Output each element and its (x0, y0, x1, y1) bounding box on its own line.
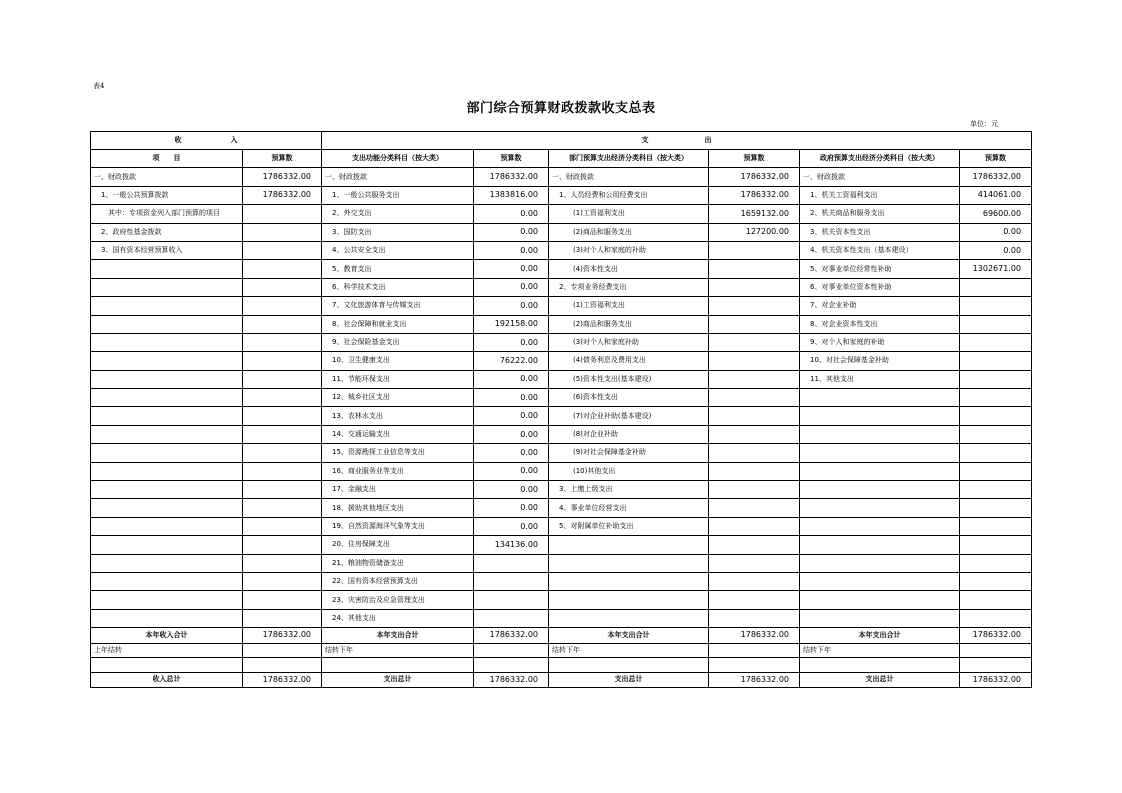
budget-value-cell (709, 643, 800, 658)
item-cell: 23、灾害防治及应急管理支出 (322, 591, 474, 609)
budget-value-cell: 414061.00 (960, 186, 1032, 204)
budget-value-cell (243, 352, 322, 370)
item-cell: 14、交通运输支出 (322, 425, 474, 443)
budget-value-cell: 1786332.00 (243, 672, 322, 688)
budget-value-cell (243, 609, 322, 627)
budget-value-cell: 1659132.00 (709, 205, 800, 223)
item-cell: 10、卫生健康支出 (322, 352, 474, 370)
item-cell (800, 499, 960, 517)
budget-value-cell (709, 241, 800, 259)
income-group-header: 收 入 (91, 132, 322, 150)
item-cell: (9)对社会保障基金补助 (549, 444, 709, 462)
item-cell: 支出总计 (322, 672, 474, 688)
budget-value-cell: 1786332.00 (709, 672, 800, 688)
item-cell: (2)商品和服务支出 (549, 223, 709, 241)
item-cell: 上年结转 (91, 643, 243, 658)
budget-value-cell: 0.00 (474, 425, 549, 443)
item-cell (800, 407, 960, 425)
item-cell (91, 554, 243, 572)
item-cell: 17、金融支出 (322, 481, 474, 499)
grand-total-row (91, 672, 1032, 688)
budget-value-cell (243, 205, 322, 223)
table-number: 表4 (93, 82, 105, 90)
budget-value-cell: 0.00 (474, 462, 549, 480)
item-cell: 11、节能环保支出 (322, 370, 474, 388)
item-cell: 2、外交支出 (322, 205, 474, 223)
budget-value-cell (243, 389, 322, 407)
item-cell: 9、对个人和家庭的补助 (800, 333, 960, 351)
table-row (91, 462, 1032, 480)
budget-value-cell: 76222.00 (474, 352, 549, 370)
budget-value-cell (960, 297, 1032, 315)
column-header: 支出功能分类科目（按大类） (322, 150, 474, 168)
budget-value-cell: 1786332.00 (960, 168, 1032, 186)
item-cell: 1、一般公共服务支出 (322, 186, 474, 204)
budget-value-cell: 1786332.00 (709, 628, 800, 644)
item-cell: 4、机关资本性支出（基本建设） (800, 241, 960, 259)
column-header: 政府预算支出经济分类科目（按大类） (800, 150, 960, 168)
budget-value-cell: 1302671.00 (960, 260, 1032, 278)
item-cell: 13、农林水支出 (322, 407, 474, 425)
item-cell: 5、教育支出 (322, 260, 474, 278)
budget-value-cell (243, 499, 322, 517)
table-row (91, 352, 1032, 370)
item-cell: (1)工资福利支出 (549, 205, 709, 223)
item-cell: 4、公共安全支出 (322, 241, 474, 259)
item-cell: 4、事业单位经营支出 (549, 499, 709, 517)
budget-value-cell (960, 278, 1032, 296)
budget-value-cell: 0.00 (960, 241, 1032, 259)
table-row (91, 609, 1032, 627)
item-cell: 2、机关商品和服务支出 (800, 205, 960, 223)
budget-value-cell (243, 572, 322, 590)
table-row (91, 389, 1032, 407)
table-row (91, 444, 1032, 462)
column-header-row (91, 150, 1032, 168)
item-cell: (3)对个人和家庭的补助 (549, 241, 709, 259)
item-cell: 结转下年 (800, 643, 960, 658)
item-cell: (4)债务利息及费用支出 (549, 352, 709, 370)
budget-value-cell (243, 517, 322, 535)
table-row (91, 278, 1032, 296)
item-cell: 10、对社会保障基金补助 (800, 352, 960, 370)
item-cell (549, 609, 709, 627)
item-cell: 3、国有资本经营预算收入 (91, 241, 243, 259)
budget-value-cell (474, 643, 549, 658)
item-cell: 12、城乡社区支出 (322, 389, 474, 407)
unit-label: 单位：元 (970, 120, 998, 128)
item-cell (91, 462, 243, 480)
budget-value-cell: 0.00 (474, 241, 549, 259)
budget-value-cell (243, 658, 322, 673)
item-cell: 一、财政拨款 (800, 168, 960, 186)
budget-value-cell: 0.00 (474, 517, 549, 535)
group-header-row (91, 132, 1032, 150)
item-cell (91, 444, 243, 462)
item-cell (549, 554, 709, 572)
item-cell (549, 591, 709, 609)
budget-value-cell (243, 425, 322, 443)
budget-value-cell (709, 333, 800, 351)
item-cell (800, 591, 960, 609)
item-cell (800, 517, 960, 535)
table-row (91, 186, 1032, 204)
budget-value-cell: 0.00 (474, 499, 549, 517)
item-cell (91, 517, 243, 535)
budget-value-cell: 0.00 (474, 297, 549, 315)
budget-value-cell (709, 499, 800, 517)
item-cell: 20、住房保障支出 (322, 536, 474, 554)
column-header: 项 目 (91, 150, 243, 168)
item-cell: 5、对附属单位补助支出 (549, 517, 709, 535)
budget-value-cell: 134136.00 (474, 536, 549, 554)
item-cell: 收入总计 (91, 672, 243, 688)
budget-value-cell: 1786332.00 (243, 628, 322, 644)
item-cell: (8)对企业补助 (549, 425, 709, 443)
item-cell: (3)对个人和家庭补助 (549, 333, 709, 351)
item-cell: 本年支出合计 (800, 628, 960, 644)
budget-value-cell (960, 517, 1032, 535)
item-cell: 7、对企业补助 (800, 297, 960, 315)
column-header: 预算数 (709, 150, 800, 168)
item-cell: (4)资本性支出 (549, 260, 709, 278)
item-cell: 本年收入合计 (91, 628, 243, 644)
page-title: 部门综合预算财政拨款收支总表 (466, 101, 656, 116)
table-row (91, 205, 1032, 223)
item-cell (800, 536, 960, 554)
budget-value-cell (709, 517, 800, 535)
budget-value-cell: 0.00 (474, 278, 549, 296)
table-row (91, 572, 1032, 590)
item-cell (549, 658, 709, 673)
table-row (91, 297, 1032, 315)
item-cell (91, 278, 243, 296)
budget-value-cell (243, 333, 322, 351)
budget-value-cell: 0.00 (960, 223, 1032, 241)
item-cell: 结转下年 (549, 643, 709, 658)
year-total-row (91, 628, 1032, 644)
table-row (91, 315, 1032, 333)
item-cell: (1)工资福利支出 (549, 297, 709, 315)
item-cell: (7)对企业补助(基本建设) (549, 407, 709, 425)
budget-value-cell (474, 572, 549, 590)
item-cell: 22、国有资本经营预算支出 (322, 572, 474, 590)
budget-value-cell (243, 591, 322, 609)
item-cell (91, 407, 243, 425)
budget-value-cell (709, 444, 800, 462)
item-cell: 3、机关资本性支出 (800, 223, 960, 241)
item-cell: 7、文化旅游体育与传媒支出 (322, 297, 474, 315)
budget-value-cell (709, 572, 800, 590)
item-cell (800, 658, 960, 673)
budget-value-cell (709, 370, 800, 388)
item-cell: (6)资本性支出 (549, 389, 709, 407)
budget-value-cell (474, 658, 549, 673)
budget-value-cell (709, 536, 800, 554)
item-cell (91, 658, 243, 673)
item-cell (800, 609, 960, 627)
budget-value-cell: 0.00 (474, 370, 549, 388)
budget-value-cell (960, 481, 1032, 499)
budget-value-cell: 1786332.00 (474, 628, 549, 644)
budget-value-cell: 127200.00 (709, 223, 800, 241)
budget-value-cell (709, 609, 800, 627)
item-cell: 一、财政拨款 (91, 168, 243, 186)
budget-value-cell: 1786332.00 (474, 168, 549, 186)
budget-value-cell (960, 554, 1032, 572)
budget-value-cell (960, 499, 1032, 517)
budget-value-cell (709, 462, 800, 480)
table-row (91, 499, 1032, 517)
budget-value-cell (960, 370, 1032, 388)
column-header: 部门预算支出经济分类科目（按大类） (549, 150, 709, 168)
item-cell: 8、社会保障和就业支出 (322, 315, 474, 333)
budget-value-cell (960, 352, 1032, 370)
table-row (91, 260, 1032, 278)
item-cell: 8、对企业资本性支出 (800, 315, 960, 333)
budget-value-cell (709, 260, 800, 278)
item-cell (91, 297, 243, 315)
budget-value-cell (709, 658, 800, 673)
item-cell: 6、科学技术支出 (322, 278, 474, 296)
item-cell: (10)其他支出 (549, 462, 709, 480)
table-row (91, 481, 1032, 499)
column-header: 预算数 (474, 150, 549, 168)
item-cell (91, 260, 243, 278)
item-cell (91, 572, 243, 590)
item-cell: 3、上缴上级支出 (549, 481, 709, 499)
item-cell: 21、粮油物资储备支出 (322, 554, 474, 572)
expense-group-header: 支 出 (322, 132, 1032, 150)
item-cell: 18、援助其他地区支出 (322, 499, 474, 517)
item-cell (800, 389, 960, 407)
budget-value-cell (960, 407, 1032, 425)
budget-value-cell (243, 481, 322, 499)
item-cell (800, 481, 960, 499)
budget-value-cell (243, 297, 322, 315)
item-cell (800, 572, 960, 590)
budget-value-cell: 0.00 (474, 407, 549, 425)
table-row (91, 370, 1032, 388)
budget-value-cell: 1383816.00 (474, 186, 549, 204)
item-cell: 3、国防支出 (322, 223, 474, 241)
item-cell: 本年支出合计 (322, 628, 474, 644)
item-cell: 1、机关工资福利支出 (800, 186, 960, 204)
item-cell: 其中：专项资金列入部门预算的项目 (91, 205, 243, 223)
budget-value-cell: 69600.00 (960, 205, 1032, 223)
budget-value-cell (709, 554, 800, 572)
budget-value-cell (474, 609, 549, 627)
table-row (91, 333, 1032, 351)
budget-value-cell (960, 315, 1032, 333)
budget-value-cell (243, 278, 322, 296)
budget-value-cell (960, 333, 1032, 351)
table-row (91, 554, 1032, 572)
item-cell: 19、自然资源海洋气象等支出 (322, 517, 474, 535)
budget-value-cell (960, 609, 1032, 627)
column-header: 预算数 (960, 150, 1032, 168)
item-cell: 16、商业服务业等支出 (322, 462, 474, 480)
budget-value-cell (709, 352, 800, 370)
table-row (91, 241, 1032, 259)
budget-value-cell (243, 536, 322, 554)
budget-value-cell (960, 462, 1032, 480)
budget-value-cell (474, 554, 549, 572)
budget-value-cell: 1786332.00 (474, 672, 549, 688)
budget-value-cell (243, 370, 322, 388)
item-cell: (5)资本性支出(基本建设) (549, 370, 709, 388)
item-cell (91, 499, 243, 517)
budget-value-cell: 0.00 (474, 260, 549, 278)
item-cell (91, 315, 243, 333)
budget-value-cell: 0.00 (474, 333, 549, 351)
budget-value-cell (960, 591, 1032, 609)
item-cell: 9、社会保险基金支出 (322, 333, 474, 351)
budget-value-cell (709, 389, 800, 407)
budget-value-cell (960, 536, 1032, 554)
budget-value-cell: 1786332.00 (243, 186, 322, 204)
budget-value-cell (709, 591, 800, 609)
table-row (91, 591, 1032, 609)
item-cell (91, 425, 243, 443)
item-cell (800, 462, 960, 480)
budget-value-cell (960, 389, 1032, 407)
budget-value-cell: 0.00 (474, 205, 549, 223)
item-cell (549, 572, 709, 590)
carry-over-row (91, 643, 1032, 658)
budget-value-cell: 0.00 (474, 223, 549, 241)
budget-value-cell: 0.00 (474, 389, 549, 407)
budget-value-cell (709, 425, 800, 443)
item-cell: 1、人员经费和公用经费支出 (549, 186, 709, 204)
table-row (91, 168, 1032, 186)
item-cell (800, 425, 960, 443)
budget-value-cell (709, 297, 800, 315)
item-cell: 一、财政拨款 (322, 168, 474, 186)
item-cell (91, 591, 243, 609)
budget-value-cell (243, 223, 322, 241)
budget-value-cell (960, 643, 1032, 658)
budget-value-cell: 1786332.00 (960, 672, 1032, 688)
item-cell: 1、一般公共预算拨款 (91, 186, 243, 204)
item-cell: 本年支出合计 (549, 628, 709, 644)
budget-value-cell (243, 260, 322, 278)
budget-value-cell (243, 241, 322, 259)
budget-value-cell (243, 462, 322, 480)
item-cell (91, 481, 243, 499)
budget-value-cell: 1786332.00 (960, 628, 1032, 644)
item-cell: 15、资源勘探工业信息等支出 (322, 444, 474, 462)
item-cell: 一、财政拨款 (549, 168, 709, 186)
item-cell (91, 389, 243, 407)
budget-value-cell (709, 278, 800, 296)
table-row (91, 425, 1032, 443)
budget-value-cell (243, 554, 322, 572)
budget-value-cell (243, 315, 322, 333)
blank-row (91, 658, 1032, 673)
item-cell: 11、其他支出 (800, 370, 960, 388)
item-cell (800, 444, 960, 462)
item-cell: 结转下年 (322, 643, 474, 658)
budget-value-cell: 0.00 (474, 481, 549, 499)
item-cell (91, 370, 243, 388)
item-cell: 6、对事业单位资本性补助 (800, 278, 960, 296)
item-cell: 支出总计 (800, 672, 960, 688)
budget-value-cell: 0.00 (474, 444, 549, 462)
budget-value-cell (709, 315, 800, 333)
item-cell (91, 333, 243, 351)
table-row (91, 407, 1032, 425)
budget-value-cell: 1786332.00 (709, 168, 800, 186)
table-row (91, 536, 1032, 554)
budget-value-cell (243, 444, 322, 462)
budget-value-cell (960, 444, 1032, 462)
item-cell: 2、专项业务经费支出 (549, 278, 709, 296)
item-cell (91, 352, 243, 370)
budget-value-cell: 1786332.00 (709, 186, 800, 204)
item-cell (800, 554, 960, 572)
item-cell (549, 536, 709, 554)
budget-value-cell (709, 407, 800, 425)
item-cell: 5、对事业单位经常性补助 (800, 260, 960, 278)
item-cell (91, 536, 243, 554)
item-cell: (2)商品和服务支出 (549, 315, 709, 333)
budget-value-cell: 192158.00 (474, 315, 549, 333)
item-cell: 24、其他支出 (322, 609, 474, 627)
item-cell (91, 609, 243, 627)
item-cell: 支出总计 (549, 672, 709, 688)
budget-value-cell (960, 425, 1032, 443)
table-row (91, 517, 1032, 535)
budget-value-cell (709, 481, 800, 499)
budget-value-cell (243, 643, 322, 658)
budget-value-cell: 1786332.00 (243, 168, 322, 186)
column-header: 预算数 (243, 150, 322, 168)
item-cell: 2、政府性基金拨款 (91, 223, 243, 241)
item-cell (322, 658, 474, 673)
budget-value-cell (960, 572, 1032, 590)
table-row (91, 223, 1032, 241)
budget-value-cell (474, 591, 549, 609)
budget-value-cell (243, 407, 322, 425)
budget-value-cell (960, 658, 1032, 673)
budget-table (90, 131, 1032, 688)
